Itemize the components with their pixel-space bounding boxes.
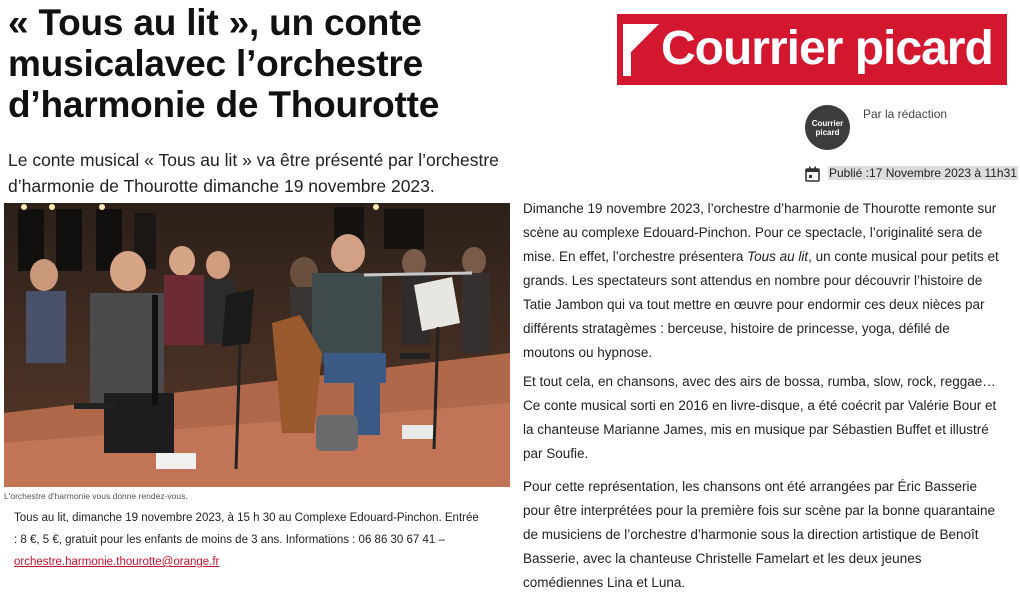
body-p1-text-b: , un conte musical pour petits et grands. Les spectateurs sont attendus en nombre pour découvrir l’histoire de Tatie Jambon qui va tout mettre en œuvre pour endormir ces deux nièces par différents stratagèmes : berceuse, histoire de princesse, yoga, défilé de moutons ou hypnose. <box>523 249 999 360</box>
logo-corner-mark-icon <box>623 24 663 76</box>
event-info-text: Tous au lit, dimanche 19 novembre 2023, à 15 h 30 au Complexe Edouard-Pinchon. Entrée : 8 €, 5 €, gratuit pour les enfants de moins de 3 ans. Informations : 06 86 30 67 41 – <box>14 512 479 546</box>
published-label: Publié : <box>829 166 870 180</box>
article-lede: Le conte musical « Tous au lit » va être présenté par l’orchestre d’harmonie de Thourotte dimanche 19 novembre 2023. <box>8 150 499 196</box>
event-email-link[interactable]: orchestre.harmonie.thourotte@orange.fr <box>14 556 220 568</box>
courrier-picard-logo[interactable] <box>617 14 1007 85</box>
body-paragraph-1 <box>523 197 1001 365</box>
body-paragraph-3: Pour cette représentation, les chansons ont été arrangées par Éric Basserie pour être interprétées pour la première fois sur scène par la bonne quarantaine de musiciens de l’orchestre d’harmonie sous la direction artistique de Benoît Basserie, avec la chanteuse Christelle Famelart et les deux jeunes comédiennes Lina et Luna. <box>523 479 996 590</box>
body-p1-title: Tous au lit <box>747 249 809 264</box>
body-paragraph-2: Et tout cela, en chansons, avec des airs de bossa, rumba, slow, rock, reggae… Ce conte musical sorti en 2016 en livre-disque, a été coécrit par Valérie Bour et la chanteuse Marianne James, mis en musique par Sébastien Buffet et illustré par Soufie. <box>523 374 997 461</box>
article-headline: « Tous au lit », un conte musicalavec l’orchestre d’harmonie de Thourotte <box>8 2 440 125</box>
avatar-line-1: Courrier <box>811 118 844 128</box>
byline: Par la rédaction <box>863 107 948 121</box>
published-value: 17 Novembre 2023 à 11h31 <box>869 166 1017 180</box>
article-body <box>523 197 1001 595</box>
calendar-icon <box>805 166 820 182</box>
published-date <box>828 166 1018 180</box>
photo-caption: L'orchestre d'harmonie vous donne rendez-vous. <box>4 491 188 501</box>
logo-text: Courrier picard <box>661 22 993 75</box>
author-avatar <box>805 105 850 150</box>
article-photo <box>4 203 510 487</box>
body-p1-text-a: Dimanche 19 novembre 2023, l’orchestre d’harmonie de Thourotte remonte sur scène au complexe Edouard-Pinchon. Pour ce spectacle, l’originalité sera de mise. En effet, l’orchestre présentera <box>523 201 997 264</box>
event-info <box>14 507 484 573</box>
avatar-line-2: picard <box>815 127 840 137</box>
